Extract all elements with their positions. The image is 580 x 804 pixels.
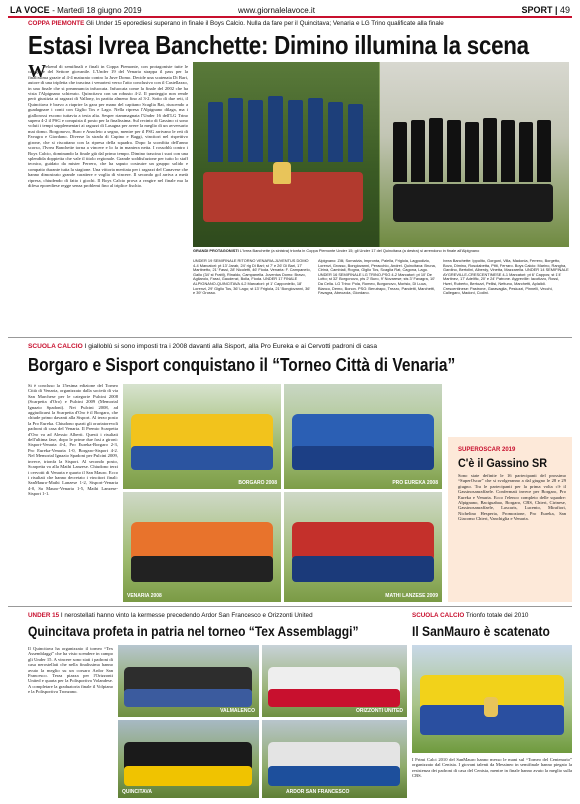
borgaro-photo: [123, 384, 281, 489]
article3-kicker-label: UNDER 15: [28, 612, 60, 619]
section-divider: [8, 337, 572, 338]
issue-date: - Martedì 18 giugno 2019: [52, 6, 142, 15]
quincitava-photo: [118, 720, 259, 798]
valmalenco-photo: [118, 645, 259, 717]
article2-kicker-label: SCUOLA CALCIO: [28, 343, 83, 350]
article2-kicker: [28, 343, 568, 350]
article1-body: eekend di semifinali e finali in Coppa Piemonte, con protagoniste tutte le categorie del Settore giovanile. L'Under 19 del Venaria strappa il pass per la finalissima grazie al 4-4 maturato contro la Juve Domo. Decide una scatenata Di Bari, autore di una tripletta che trascina i venariesi verso l'atto conclusivo con il Castellazzo, in una finale che si preannuncia infuocata. Infuocata come la finale del 2002 che ha vista l'Alpignano schierato. Quincitava con un robusto 4-2. Il punteggio non rende però giustizia ai ragazzi di Vallony, in partita almeno fino al 3-2. Sotto di due reti, il Quincitava è bravo a riaprire la gara per mano del capitano Scaglia Rat, riuscendo a guadagnare i conti con Giglio Tos e Lago. Nella ripresa l'Alpignano dilaga, ma i giallorossi escono tuttavia a testa alta. Sesper riammagnata l'Under 16 dell'LG Trino supera 4-2 il PSG e conquista il posto per la finalissima. Sul recinto di Gassino ci sono voluti i tempi supplementari ai ragazzi di Lasagna per avere la meglio di un avversario mai domo. Borgonovo, Buro e Anacleto a segno, mentre per il PSG arrivano le reti di Favagra e Giordano. Diverse la strada di Cupino e Baggi, vincitori nel rispettivo girone, che si riscattano con la ripresa della squadra. Dopo la sconfitta dell'anno scorso, l'Ivrea Banchette torna a vincere e lo fa in maniera netta. I rossoblù contro i Boys Calcio, dominando la finale già dal primo tempo. Dimino trascina i suoi con una splendida doppietta che vale il titolo regionale. Grande soddisfazione per tutto lo staff tecnico, guidato da mister Ferrero, che ha saputo costruire un gruppo solido e compatto durante tutta la stagione. Una vittoria meritata per i ragazzi del Canavese che hanno dimostrato grande carattere e voglia di vincere. Il secondo gol arriva a metà ripresa, chiudendo di fatto i giochi. Il Boys Calcio prova a reagire nel finale ma la difesa eporediese regge senza problemi fino al triplice fischio.: [28, 64, 188, 188]
masthead-paper: [10, 5, 142, 15]
player-row: [124, 689, 252, 707]
article1-photo-caption: [193, 249, 569, 259]
article4-kicker-label: SCUOLA CALCIO: [412, 612, 465, 619]
player-figure: [268, 96, 283, 162]
player-row: [131, 446, 273, 470]
sidebar-body: Sono state definite le 16 partecipanti del prossimo “SuperOscar” che si svolgeranno a dal giugno le 28 e 29 giugno. Tra le partecipanti per la prima volta c'è il Gassinosanraffaele. Confermati invece per Borgaro, Pro Eureka e Venaria. Ecco l'elenco completo delle squadre: Alpignano, Baciguabao, Borgaro, CBS, Chieri, Cirinese, Gassinosanraffaele, Lascaris, Lucento, Mirafiori, Nichelino Hesperia, Promozione, Pro Eureka, San Giacomo Chieri, Vanchiglia e Venaria.: [458, 473, 566, 522]
results-col-2: Alpignano: Zilli, Sornalvia, Impronta, Palella, Frigiola, Lagpodizio, Lorenzi, Grosso, Bongiovanni, Peracchio, Andrei. Quincitava: Bruna, Cirinà, Cambiali, Rogna, Giglio Tos, Scaglia Rat, Cagona, Lago. UNDER 16 SEMIFINALE LG TRINO-PSG 4-2 Marcatori: pt 10' De Lotto; st 32' Borgonovo, pts 2' Buro, 9' Novarese; sts 3' Favagra, 10' Da Cella. LG Trino: Pola, Romeo, Borgonovo, Morisio, Di Luca, Bianco, Demo, Bonon. PSG: Berutrapo, Trezzo, Pandetti, Marchetti, Favagra, Abeozola, Giordano.: [318, 259, 436, 296]
sidebar-title: C'è il Gassino SR: [458, 456, 548, 470]
photo-label: PRO EUREKA 2008: [392, 480, 438, 486]
player-figure: [328, 102, 343, 162]
photo-label: QUINCITAVA: [122, 789, 152, 795]
article3-kicker-text: I nerostellati hanno vinto la kermesse precedendo Ardor San Francesco e Orizzonti United: [60, 612, 313, 619]
sidebar-kicker: SUPEROSCAR 2019: [458, 447, 516, 453]
site-url[interactable]: www.giornalelavoce.it: [238, 6, 315, 15]
photo-label: VALMALENCO: [220, 708, 255, 714]
mathi-lanzese-photo: [284, 492, 442, 602]
player-figure: [501, 120, 515, 182]
player-figure: [447, 120, 461, 182]
article1-title: Estasi Ivrea Banchette: Dimino illumina la scena: [28, 30, 529, 60]
article3-kicker: [28, 612, 408, 619]
article2-kicker-text: I gialloblù si sono imposti tra i 2008 davanti alla Sisport, alla Pro Eureka e ai Cervotti padroni di casa: [84, 343, 378, 350]
player-figure: [537, 120, 551, 182]
article1-kicker: [28, 20, 568, 27]
superoscar-sidebar: [448, 437, 572, 602]
photo-label: ARDOR SAN FRANCESCO: [286, 789, 350, 795]
venaria-photo: [123, 492, 281, 602]
article4-kicker-text: Trionfo totale dei 2010: [465, 612, 529, 619]
article4-caption: I Primi Calci 2010 del SanMauro hanno messo le mani sul “Torneo del Centenario” organizzato dal Cenisia. I giovani talenti da Messineo in semifinale hanno piegato la resistenza dei padroni di casa del Cenisia, mentre in finale hanno avuto la meglio sulla CBS.: [412, 757, 572, 779]
article1-kicker-label: COPPA PIEMONTE: [28, 20, 85, 27]
photo-label: MATHI LANZESE 2009: [385, 593, 438, 599]
player-figure: [288, 100, 303, 162]
section-divider: [8, 606, 572, 607]
player-figure: [248, 100, 263, 162]
player-figure: [308, 98, 323, 162]
article4-kicker: [412, 612, 572, 619]
caption-lead: GRANDI PROTAGONISTI: [193, 249, 239, 253]
orizzonti-photo: [262, 645, 407, 717]
page-number: 49: [559, 5, 570, 15]
player-figure: [465, 122, 479, 182]
photo-label: VENARIA 2008: [127, 593, 162, 599]
photo-label: BORGARO 2008: [238, 480, 277, 486]
player-figure: [411, 120, 425, 182]
article2-title: Borgaro e Sisport conquistano il “Torneo Città di Venaria”: [28, 355, 456, 375]
player-figure: [228, 98, 243, 162]
trophy: [273, 162, 291, 184]
section-page: SPORT | 49: [521, 5, 570, 15]
caption-text: L'Ivrea Banchette (a sinistra) trionfa in Coppa Piemonte Under 15; gli Under 17 del Quincitava (a destra) si arrendono in finale all'Alpignano: [239, 249, 480, 253]
paper-name: LA VOCE: [10, 5, 50, 15]
header-rule: [8, 16, 572, 18]
player-row: [268, 689, 400, 707]
player-figure: [208, 102, 223, 162]
article1-photo: [193, 62, 569, 247]
player-figure: [393, 184, 553, 222]
results-col-1: UNDER 19 SEMIFINALE RITORNO VENARIA-JUVENTUS DOMO 4-4 Marcatori: pt 13' Jarab, 24' rig Di Bari; st 7' e 26' Di Bari, 17' Martinetto, 21' Fassi, 28' Nicoletti, 46' Fioda. Venaria: F. Campanelo, Gallo (34' st Fratti), Rinaldo, Campanella. Juventus Domo: Bravo, Agliarolo, Fassi, Gaudenzi, Bolla, Fioda. UNDER 17 FINALE ALPIGNANO-QUINCITAVA 4-2 Marcatori: pt 1' Capponiello, 18' Lorenzi, 29' Giglio Tos, 36' Lago; st 13' Frigiola, 21' Bongiovanni, 36' e 39' Grosso.: [193, 259, 311, 296]
sanmauro-photo: [412, 645, 572, 753]
trophy: [484, 697, 498, 717]
player-row: [131, 556, 273, 582]
article4-title: Il SanMauro è scatenato: [412, 623, 550, 639]
player-row: [292, 446, 434, 470]
player-figure: [348, 104, 363, 162]
player-figure: [393, 122, 407, 182]
player-row: [268, 766, 400, 786]
player-row: [124, 766, 252, 786]
article3-title: Quincitava profeta in patria nel torneo “Tex Assemblaggi”: [28, 623, 359, 639]
article1-dropcap: W: [28, 61, 46, 81]
ardor-photo: [262, 720, 407, 798]
player-row: [292, 556, 434, 582]
results-col-3: Ivrea Banchette: Ippolito, Gorgoni, Villa, Madonia, Ferrero, Borgetto, Bovo, Dimino, Rosolabetta, Pitti, Ferraro. Boys Calcio: Marino, Rangha, Gardino, Bertolini, Alberdy, Vinetta, Mazzarella. UNDER 14 SEMIFINALE AYGREVILLE-CRESCENTINESE 4-1 Marcatori: pt 6' Cappos; st 1'4' Martinez, 17' Adelific, 20' e 24' Patrone. Aygreville: Iacotizzo, Rossi, Hwei, Ruberto, Bertozzi, Pellisi, Nettuno, Marchetti, Aplalidi. Crescentinese: Pastrone, Garavaglia, Pesiuzzi, Pinnelli, Vecchi, Callegaro, Madoni, Codini.: [443, 259, 569, 296]
photo-label: ORIZZONTI UNITED: [356, 708, 403, 714]
pro-eureka-photo: [284, 384, 442, 489]
article3-body: Il Quincitava ha organizzato il torneo “Tex Assemblaggi” che ha visto scendere in campo gli Under 15. A vincere sono stati i padroni di casa nerostellati che nella finalissima hanno avuto la meglio su un corsaro Ardor San Francesco. Terza piazza per l'Orizzonti United e quarta per la Polisportiva Volandese. A completare la graduatoria finale il Volpiano e la Polisportiva Tronzano.: [28, 646, 113, 695]
player-figure: [519, 122, 533, 182]
player-figure: [483, 118, 497, 182]
article2-body: Si è concluso la 15esima edizione del Torneo Città di Venaria, organizzato dalla società di via San Marchese per le categorie Pulcini 2008 (Scarpetta d'Oro) e Pulcini 2009 (Memorial Ignazio Spadoni). Nei Pulcini 2008, ad aggiudicarsi la Scarpetta d'Oro è il Borgaro, che chiude primo davanti alla Sisport. Al terzo posto la Pro Eureka. Chiudono quarti gli orariatorevoli padroni di casa del Venaria. Il Premio Scarpetta d'Oro va ad Alessio Alberti. Questi i risultati dell'ultima fase, dopo le prime due fasi a gironi: Sisport-Venaria 4-4, Pro Eureka-Borgaro 2-3, Pro Eureka-Venaria 1-0, Borgaro-Sisport 4-2. Nel Memorial Ignazio Spadoni per Pulcini 2009, invece, trionfa la Sisport. Al secondo posto, Scarpetta va alla Mathi Lanzese. Chiudono terzi i cervotti di Venaria e quarto il San Mauro. Ecco i risultati che hanno decretato i vincitori finali: SanMauro-Mathi Lanzese 1-2, Sisport-Venaria 4-0, Sa Mauro-Venaria 1-5, Mathi Lanzese-Sisport 1-1.: [28, 383, 118, 497]
article1-kicker-text: Gli Under 15 eporediesi superano in finale il Boys Calcio. Nulla da fare per il Quincitava; Venaria e LG Trino qualificate alla finale: [86, 20, 444, 27]
section-name: SPORT: [521, 5, 553, 15]
player-figure: [429, 118, 443, 182]
